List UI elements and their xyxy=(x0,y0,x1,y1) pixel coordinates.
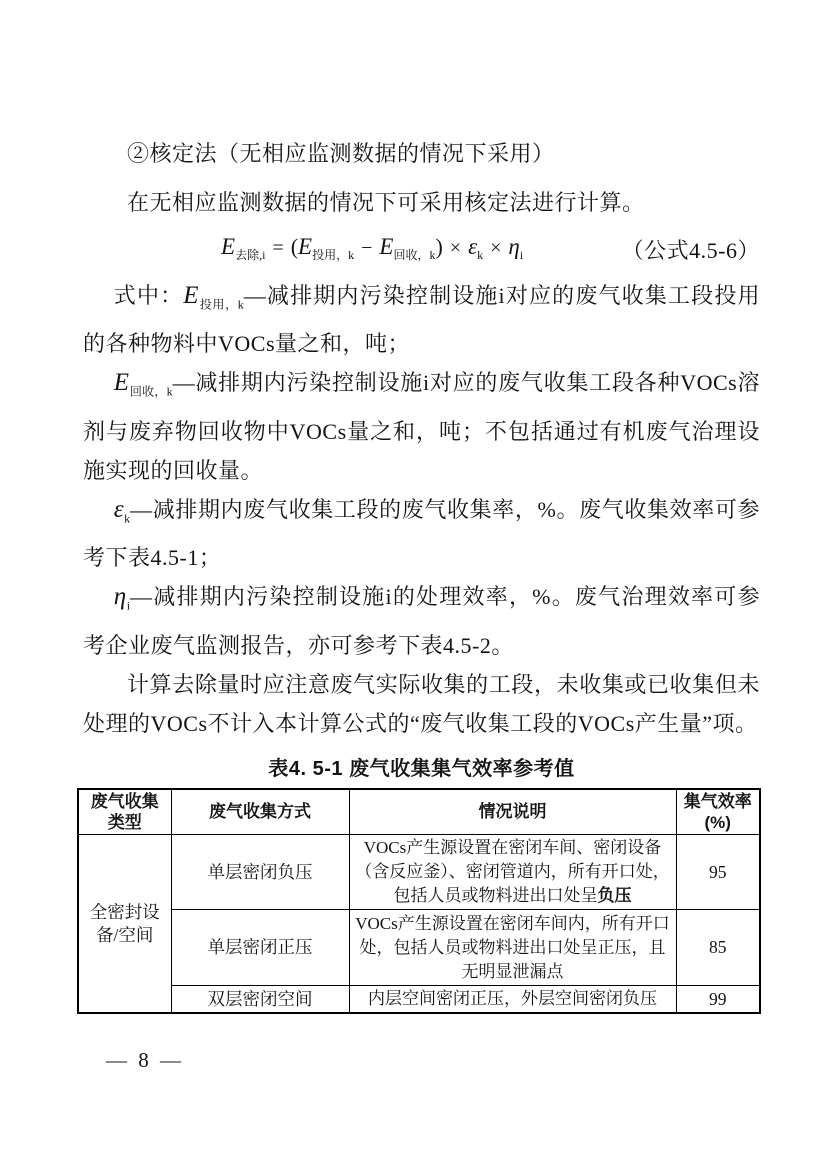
definition-text: —减排期内废气收集工段的废气收集率，%。废气收集效率可参考下表4.5-1； xyxy=(83,496,761,571)
table-header-row xyxy=(78,789,760,835)
header-efficiency xyxy=(676,789,760,835)
efficiency-value-cell: 99 xyxy=(676,986,760,1014)
symbol-epsilon-subscript: k xyxy=(124,511,131,526)
description-text: VOCs产生源设置在密闭车间内，所有开口处，包括人员或物料进出口处呈正压，且无明显泄漏点 xyxy=(355,913,670,981)
symbol-epsilon-subscript: k xyxy=(477,248,484,263)
symbol-e-input-subscript: 投用，k xyxy=(199,297,244,312)
description-text: VOCs产生源设置在密闭车间、密闭设备（含反应釜）、密闭管道内，所有开口处，包括人员或物料进出口处呈 xyxy=(355,838,670,906)
efficiency-value-cell: 95 xyxy=(676,835,760,910)
times-sign-2: × xyxy=(490,237,502,260)
symbol-epsilon: ε xyxy=(468,234,478,260)
where-prefix: 式中： xyxy=(113,283,184,308)
symbol-epsilon: ε xyxy=(113,495,125,523)
header-line: (%) xyxy=(704,812,731,832)
formula-expression xyxy=(83,234,523,263)
symbol-e-input-subscript: 投用，k xyxy=(312,248,355,263)
description-cell xyxy=(349,986,676,1014)
header-line: 类型 xyxy=(107,812,142,832)
symbol-eta-subscript: i xyxy=(519,248,524,263)
description-text: 内层空间密闭正压，外层空间密闭负压 xyxy=(368,989,657,1009)
table-title: 表4. 5-1 废气收集集气效率参考值 xyxy=(268,757,575,780)
formula-number-label: （公式4.5-6） xyxy=(621,237,760,263)
header-line: 情况说明 xyxy=(478,802,547,822)
description-bold-text: 负压 xyxy=(597,886,632,906)
paragraph-e-input-definition xyxy=(83,276,760,363)
symbol-eta: η xyxy=(508,234,520,260)
header-line: 废气收集方式 xyxy=(209,802,311,822)
header-line: 废气收集 xyxy=(90,791,159,811)
method-cell: 双层密闭空间 xyxy=(171,986,349,1014)
paragraph-epsilon-definition xyxy=(83,490,760,577)
symbol-e-input: E xyxy=(298,234,313,260)
description-cell xyxy=(349,835,676,910)
header-collection-type xyxy=(78,789,171,835)
description-cell xyxy=(349,910,676,986)
formula-4-5-6 xyxy=(83,228,760,270)
minus-sign: − xyxy=(361,237,373,260)
paragraph-e-recovered-definition xyxy=(83,363,760,489)
table-row xyxy=(78,910,760,986)
page-number: — 8 — xyxy=(106,1048,184,1072)
symbol-e-recovered-subscript: 回收，k xyxy=(393,248,436,263)
symbol-e-recovered-subscript: 回收，k xyxy=(129,384,173,399)
definition-text: —减排期内污染控制设施i的处理效率，%。废气治理效率可参考企业废气监测报告，亦可参考下表4.5-2。 xyxy=(83,584,760,658)
symbol-e-removed-subscript: 去除,i xyxy=(235,248,266,263)
times-sign-1: × xyxy=(449,237,462,260)
efficiency-value-cell: 85 xyxy=(676,910,760,986)
symbol-eta-subscript: i xyxy=(126,598,131,613)
symbol-e-removed: E xyxy=(221,234,236,260)
close-paren: ) xyxy=(435,234,443,260)
paragraph-method-heading: ②核定法（无相应监测数据的情况下采用） xyxy=(127,141,555,166)
table-row xyxy=(78,986,760,1014)
paragraph-calculation-note: 计算去除量时应注意废气实际收集的工段，未收集或已收集但未处理的VOCs不计入本计算公式的“废气收集工段的VOCs产生量”项。 xyxy=(83,671,760,736)
header-situation xyxy=(349,789,676,835)
paragraph-eta-definition xyxy=(83,577,760,664)
equals-sign: = xyxy=(272,237,284,260)
method-cell: 单层密闭负压 xyxy=(171,835,349,910)
symbol-e-input: E xyxy=(183,282,200,309)
open-paren: ( xyxy=(290,234,299,260)
collection-efficiency-table xyxy=(77,788,761,1015)
header-line: 集气效率 xyxy=(683,791,752,811)
method-cell: 单层密闭正压 xyxy=(171,910,349,986)
symbol-eta: η xyxy=(113,583,127,611)
paragraph-intro: 在无相应监测数据的情况下可采用核定法进行计算。 xyxy=(127,190,645,215)
table-row xyxy=(78,835,760,910)
symbol-e-recovered: E xyxy=(113,369,130,397)
definition-text: —减排期内污染控制设施i对应的废气收集工段各种VOCs溶剂与废弃物回收物中VOCs量之和，吨；不包括通过有机废气治理设施实现的回收量。 xyxy=(83,370,760,483)
definition-text: —减排期内污染控制设施i对应的废气收集工段投用的各种物料中VOCs量之和，吨； xyxy=(83,283,760,357)
symbol-e-recovered: E xyxy=(379,234,394,260)
category-cell: 全密封设备/空间 xyxy=(78,835,171,1014)
header-collection-method xyxy=(171,789,349,835)
